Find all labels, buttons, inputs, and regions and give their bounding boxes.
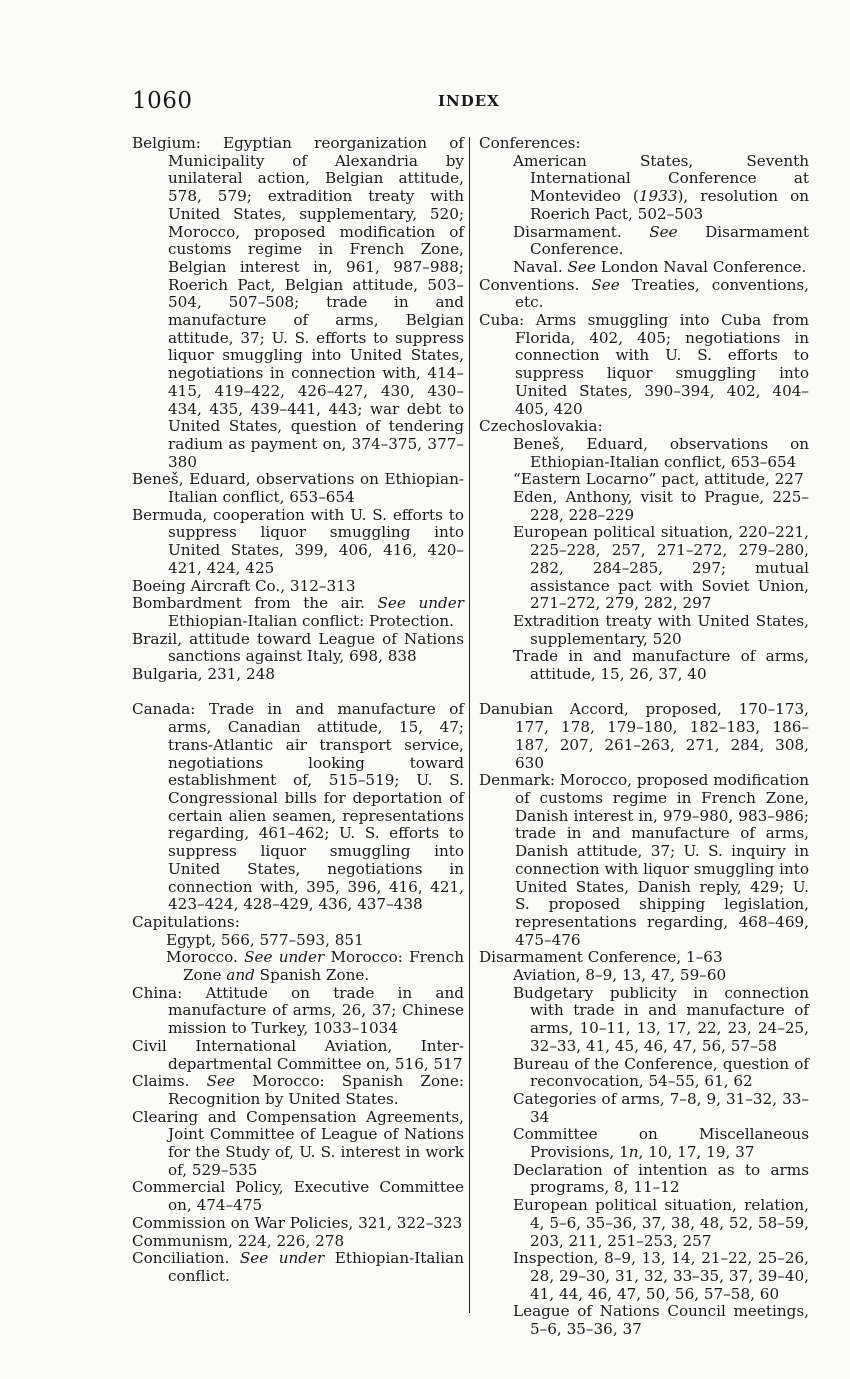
entry-text: See under [244,948,325,967]
index-subentry [479,259,809,277]
index-entry [132,1250,464,1285]
entry-text: Morocco: French Zone [183,948,464,985]
index-subentry [479,985,809,1056]
entry-text: Bombardment from the air. [132,594,378,613]
index-entry [479,312,809,418]
index-subentry [479,1197,809,1250]
entry-text: Ethiopian-Italian conflict. [168,1249,464,1285]
index-entry [132,507,464,578]
index-subentry [479,224,809,259]
index-entry [132,595,464,630]
entry-text: n [628,1143,639,1162]
entry-text: Clearing and Compensation Agreements, Joint Committee of League of Nations for the Study of, U. S. interest in work of, 529–535 [132,1107,464,1179]
index-entry [132,1073,464,1108]
index-entry [479,135,809,153]
index-entry [479,772,809,949]
entry-gap [479,684,809,702]
index-subentry [479,967,809,985]
entry-text: Extradition treaty with United States, supplementary, 520 [513,611,809,648]
entry-text: Cuba: Arms smuggling into Cuba from Florida, 402, 405; negotiations in connection with U. S. efforts to suppress liquor smuggling into United States, 390–394, 402, 404–405, 420 [479,311,809,418]
entry-text: Beneš, Eduard, observations on Ethiopian-Italian conflict, 653–654 [132,470,464,507]
index-entry [132,1233,464,1251]
entry-text: European political situation, 220–221, 225–228, 257, 271–272, 279–280, 282, 284–285, 297; mutual assistance pact with Soviet Union, 271–272, 279, 282, 297 [513,523,809,613]
index-entry [132,985,464,1038]
index-entry [132,471,464,506]
index-entry [132,578,464,596]
entry-text: League of Nations Council meetings, 5–6, 35–36, 37 [513,1302,809,1339]
entry-text: Spanish Zone. [254,966,370,985]
index-subentry [479,1250,809,1303]
entry-text: Treaties, conventions, etc. [515,275,809,312]
entry-text: ), resolution on Roerich Pact, 502–503 [530,187,809,223]
entry-text: , 10, 17, 19, 37 [638,1143,755,1162]
index-subentry [479,1091,809,1126]
entry-gap [132,684,464,702]
entry-text: Beneš, Eduard, observations on Ethiopian-Italian conflict, 653–654 [513,434,809,471]
index-entry [132,1215,464,1233]
entry-text: See under [377,594,464,613]
entry-text: Canada: Trade in and manufacture of arms, Canadian attitude, 15, 47; trans-Atlantic air transport service, negotiations looking toward establishment of, 515–519; U. S. Congressional bills for deportation of certain alien seamen, representations regarding, 461–462; U. S. efforts to suppress liquor smuggling into United States, negotiations in connection with, 395, 396, 416, 421, 423–424, 428–429, 436, 437–438 [132,700,464,914]
entry-text: and [226,966,255,985]
index-subentry [479,436,809,471]
entry-text: Ethiopian-Italian conflict: Protection. [168,611,454,630]
index-entry [479,277,809,312]
entry-text: Commercial Policy, Executive Committee on, 474–475 [132,1178,464,1215]
entry-text: Inspection, 8–9, 13, 14, 21–22, 25–26, 28, 29–30, 31, 32, 33–35, 37, 39–40, 41, 44, 46, 47, 50, 56, 57–58, 60 [513,1249,809,1303]
entry-text: Belgium: Egyptian reorganization of Municipality of Alexandria by unilateral action, Belgian attitude, 578, 579; extradition treaty with United States, supplementary, 520; Morocco, proposed modification of customs regime in French Zone, Belgian interest in, 961, 987–988; Roerich Pact, Belgian attitude, 503–504, 507–508; trade in and manufacture of arms, Belgian attitude, 37; U. S. efforts to suppress liquor smuggling into United States, negotiations in connection with, 414–415, 419–422, 426–427, 430, 430–434, 435, 439–441, 443; war debt to United States, question of tendering radium as payment on, 374–375, 377–380 [132,134,464,471]
entry-text: Declaration of intention as to arms programs, 8, 11–12 [513,1160,809,1197]
index-entry [479,418,809,436]
entry-text: See [591,275,620,294]
index-entry [132,135,464,471]
index-entry [132,914,464,932]
entry-text: 1933 [638,187,678,206]
index-subentry [479,1126,809,1161]
entry-text: Commission on War Policies, 321, 322–323 [132,1213,463,1232]
index-subentry [479,471,809,489]
index-entry [479,949,809,967]
entry-text: Conferences: [479,134,581,152]
index-entry [132,1109,464,1180]
entry-text: See [649,222,678,241]
index-subentry [479,524,809,613]
entry-text: American States, Seventh International Conference at Montevideo ( [513,151,809,206]
index-entry [132,1038,464,1073]
entry-text: Conciliation. [132,1249,240,1268]
entry-text: Bulgaria, 231, 248 [132,665,276,684]
index-subentry [132,949,464,984]
index-subentry [479,489,809,524]
entry-text: European political situation, relation, 4, 5–6, 35–36, 37, 38, 48, 52, 58–59, 203, 211, 251–253, 257 [513,1196,809,1250]
index-subentry [479,1162,809,1197]
entry-text: “Eastern Locarno” pact, attitude, 227 [513,470,804,489]
entry-text: Claims. [132,1072,207,1091]
entry-text: Egypt, 566, 577–593, 851 [166,930,364,949]
entry-text: Disarmament Conference. [530,222,809,259]
entry-text: Bermuda, cooperation with U. S. efforts to suppress liquor smuggling into United States, 399, 406, 416, 420–421, 424, 425 [132,505,464,577]
entry-text: Aviation, 8–9, 13, 47, 59–60 [513,966,727,985]
entry-text: Communism, 224, 226, 278 [132,1231,345,1250]
entry-text: Denmark: Morocco, proposed modification of customs regime in French Zone, Danish interest in, 979–980, 983–986; trade in and manufacture of arms, Danish attitude, 37; U. S. inquiry in connection with liquor smuggling into United States, Danish reply, 429; U. S. proposed shipping legislation, representations regarding, 468–469, 475–476 [479,771,809,949]
entry-text: Capitulations: [132,912,240,931]
index-column-left [132,135,464,1286]
index-subentry [479,1303,809,1338]
entry-text: See under [239,1249,325,1268]
entry-text: Trade in and manufacture of arms, attitude, 15, 26, 37, 40 [513,647,809,684]
entry-text: See [206,1072,236,1091]
page-number: 1060 [132,88,193,114]
entry-text: Brazil, attitude toward League of Nations sanctions against Italy, 698, 838 [132,629,464,666]
entry-text: Disarmament Conference, 1–63 [479,948,723,967]
index-subentry [479,1056,809,1091]
index-entry [132,631,464,666]
entry-text: Bureau of the Conference, question of reconvocation, 54–55, 61, 62 [513,1054,809,1091]
entry-text: China: Attitude on trade in and manufacture of arms, 26, 37; Chinese mission to Turkey, 1033–1034 [132,983,464,1038]
entry-text: See [567,257,596,276]
column-divider [469,137,470,1313]
entry-text: London Naval Conference. [595,257,807,276]
entry-text: Committee on Miscellaneous Provisions, 1 [513,1125,809,1162]
index-subentry [479,648,809,683]
entry-text: Disarmament. [513,222,650,241]
entry-text: Civil International Aviation, Inter-departmental Committee on, 516, 517 [132,1036,464,1073]
index-entry [132,1179,464,1214]
index-entry [479,701,809,772]
entry-text: Boeing Aircraft Co., 312–313 [132,576,356,595]
entry-text: Danubian Accord, proposed, 170–173, 177, 178, 179–180, 182–183, 186–187, 207, 261–263, 271, 284, 308, 630 [479,700,809,772]
index-subentry [479,153,809,224]
index-entry [132,666,464,684]
entry-text: Categories of arms, 7–8, 9, 31–32, 33–34 [513,1089,809,1126]
index-subentry [132,932,464,950]
entry-text: Eden, Anthony, visit to Prague, 225–228, 228–229 [513,488,809,524]
index-subentry [479,613,809,648]
entry-text: Morocco: Spanish Zone: Recognition by United States. [168,1072,464,1108]
running-head: INDEX [438,92,500,110]
index-entry [132,701,464,913]
entry-text: Morocco. [166,948,245,967]
entry-text: Naval. [513,257,568,276]
entry-text: Czechoslovakia: [479,417,603,436]
entry-text: Conventions. [479,275,592,294]
index-column-right [479,135,809,1339]
entry-text: Budgetary publicity in connection with trade in and manufacture of arms, 10–11, 13, 17, 22, 23, 24–25, 32–33, 41, 45, 46, 47, 56, 57–58 [513,983,809,1055]
